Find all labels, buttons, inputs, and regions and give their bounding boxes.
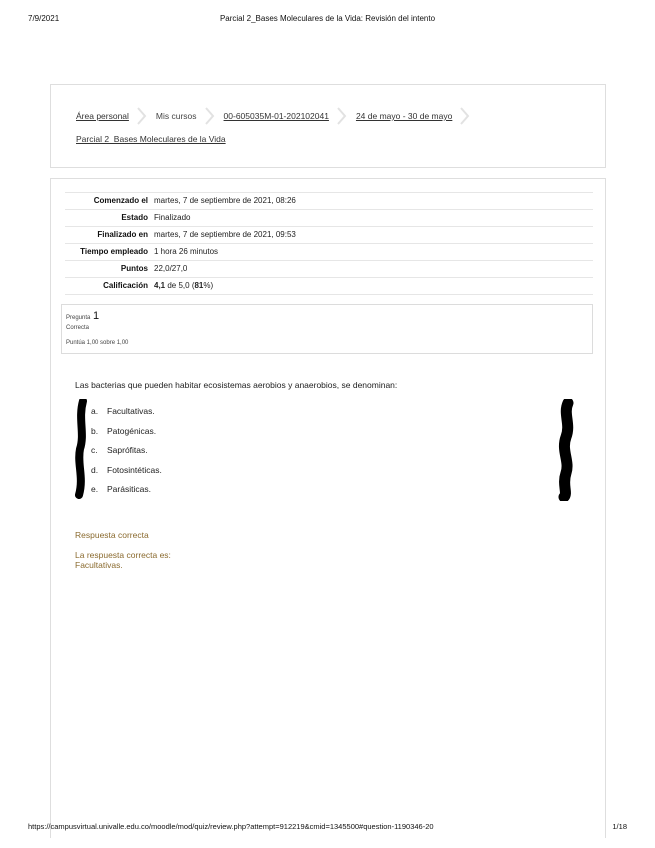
summary-label: Puntos <box>120 264 148 273</box>
summary-row <box>65 210 593 227</box>
right-answer: Facultativas. <box>75 560 123 570</box>
print-date: 7/9/2021 <box>28 14 60 23</box>
summary-label: Estado <box>121 213 148 222</box>
summary-value: martes, 7 de septiembre de 2021, 08:26 <box>154 196 296 205</box>
summary-label: Calificación <box>103 281 148 290</box>
print-title: Parcial 2_Bases Moleculares de la Vida: Revisión del intento <box>219 14 436 23</box>
summary-row <box>65 227 593 244</box>
print-url: https://campusvirtual.univalle.edu.co/moodle/mod/quiz/review.php?attempt=912219&cmid=1345500#question-1190346-20 <box>28 822 434 831</box>
breadcrumb-item-mis-cursos[interactable]: Mis cursos <box>155 111 197 121</box>
summary-label: Finalizado en <box>97 230 148 239</box>
question-state: Correcta <box>66 325 90 331</box>
breadcrumb <box>76 107 479 125</box>
summary-value: 22,0/27,0 <box>154 264 188 273</box>
chevron-right-icon <box>460 107 470 125</box>
breadcrumb-current[interactable]: Parcial 2_Bases Moleculares de la Vida <box>76 134 226 144</box>
question-number: Pregunta 1 <box>66 310 100 322</box>
summary-value: Finalizado <box>154 213 191 222</box>
question-info-box <box>61 304 593 354</box>
grade-value: 4,1 de 5,0 (81%) <box>154 281 214 290</box>
summary-row <box>65 278 593 295</box>
pdf-header <box>0 14 655 26</box>
summary-value: martes, 7 de septiembre de 2021, 09:53 <box>154 230 296 239</box>
feedback-block <box>75 530 171 571</box>
breadcrumb-item-area-personal[interactable]: Área personal <box>76 111 129 121</box>
redaction-mark-left <box>75 399 89 499</box>
breadcrumb-item-course[interactable]: 00-605035M-01-202102041 <box>223 111 329 121</box>
chevron-right-icon <box>337 107 347 125</box>
chevron-right-icon <box>205 107 215 125</box>
question-grade: Puntúa 1,00 sobre 1,00 <box>66 340 129 346</box>
breadcrumb-item-week[interactable]: 24 de mayo - 30 de mayo <box>355 111 453 121</box>
summary-row <box>65 244 593 261</box>
pdf-footer <box>0 822 655 834</box>
summary-row <box>65 261 593 278</box>
feedback-text: Respuesta correcta <box>75 530 149 540</box>
attempt-summary-table <box>65 192 593 295</box>
page-number: 1/18 <box>612 822 627 831</box>
navigation-card <box>50 84 606 168</box>
question-text: Las bacterias que pueden habitar ecosistemas aerobios y anaerobios, se denominan: <box>75 380 398 390</box>
summary-label: Tiempo empleado <box>80 247 148 256</box>
review-card: Comenzado el martes, 7 de septiembre de 2021, 08:26 Estado Finalizado Finalizado en martes, 7 de septiembre de 2021, 09:53 Tiempo empleado 1 hora 26 minutos Puntos 22,0/27,0 Calificación 4,1 de 5,0 (81%) Pregunta 1 Correcta Puntúa 1,00 sobre 1,00 Las bacterias que pueden habitar ecosistemas aerobios y anaerobios, se denominan: a. Facultativas. b. Patogénicas. c. Saprófitas. d. Fotosintéticas. e. Parásiticas. Respuesta correcta La respuesta correcta es: Facultativas. <box>50 178 606 838</box>
redaction-mark-right <box>556 399 576 501</box>
summary-row <box>65 193 593 210</box>
chevron-right-icon <box>137 107 147 125</box>
summary-value: 1 hora 26 minutos <box>154 247 219 256</box>
summary-label: Comenzado el <box>93 196 148 205</box>
right-answer-label: La respuesta correcta es: <box>75 549 171 560</box>
